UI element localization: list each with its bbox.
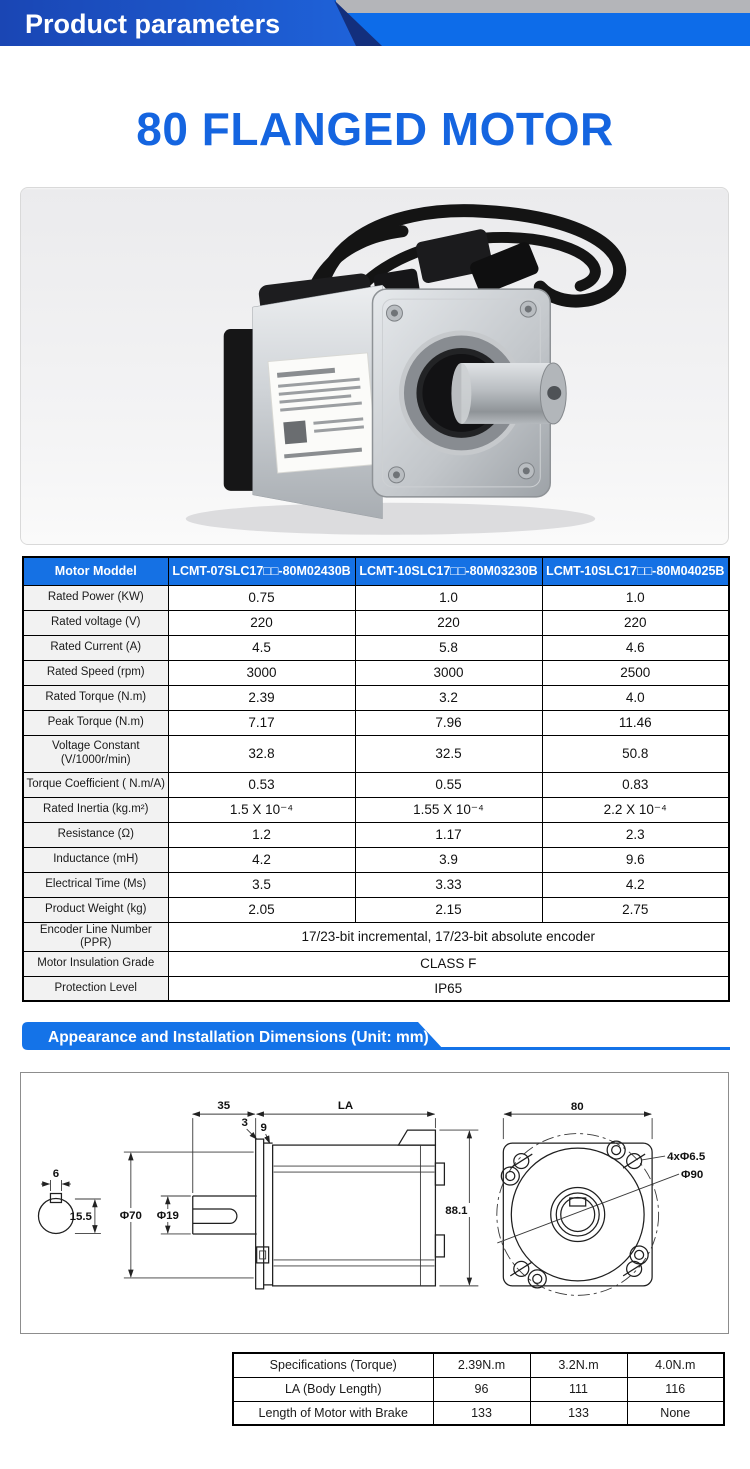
section-title: Appearance and Installation Dimensions (Unit: mm) [48, 1029, 429, 1046]
length-header-torque-2: 3.2N.m [530, 1353, 627, 1377]
table-row [23, 822, 729, 847]
spec-value: 2.2 X 10⁻⁴ [542, 797, 729, 822]
spec-value: 3000 [168, 660, 355, 685]
length-header-torque-3: 4.0N.m [627, 1353, 724, 1377]
table-row [233, 1401, 724, 1425]
table-row [23, 585, 729, 610]
spec-value: 4.0 [542, 685, 729, 710]
spec-value: 0.55 [355, 772, 542, 797]
spec-value: 2500 [542, 660, 729, 685]
spec-label: Rated Torque (N.m) [23, 685, 168, 710]
product-photo [21, 188, 729, 545]
spec-label: Rated Current (A) [23, 635, 168, 660]
length-value: 96 [433, 1377, 530, 1401]
shaft-cylinder [461, 363, 553, 424]
spec-label: Rated Power (KW) [23, 585, 168, 610]
dim-body-length: LA [337, 1100, 354, 1113]
spec-value: 3.2 [355, 685, 542, 710]
spec-value: 1.17 [355, 822, 542, 847]
dim-shaft-length: 35 [217, 1100, 231, 1113]
table-row [23, 685, 729, 710]
table-row [23, 772, 729, 797]
spec-value: 1.55 X 10⁻⁴ [355, 797, 542, 822]
dimension-drawing [21, 1073, 728, 1333]
spec-merged-value: 17/23-bit incremental, 17/23-bit absolute encoder [168, 922, 729, 951]
spec-label: Resistance (Ω) [23, 822, 168, 847]
length-header-label: Specifications (Torque) [233, 1353, 433, 1377]
spec-value: 4.2 [168, 847, 355, 872]
table-row [233, 1377, 724, 1401]
motor-front-view [497, 1101, 706, 1295]
spec-label: Electrical Time (Ms) [23, 872, 168, 897]
length-value: None [627, 1401, 724, 1425]
banner-title: Product parameters [25, 9, 281, 39]
spec-header-model-3: LCMT-10SLC17□□-80M04025B [542, 557, 729, 585]
spec-value: 3.9 [355, 847, 542, 872]
spec-value: 32.5 [355, 735, 542, 772]
spec-label: Inductance (mH) [23, 847, 168, 872]
table-row [23, 710, 729, 735]
spec-value: 50.8 [542, 735, 729, 772]
table-row [23, 660, 729, 685]
dim-bolt-circle: Φ90 [681, 1169, 704, 1182]
spec-value: 4.2 [542, 872, 729, 897]
dimension-drawing-frame [20, 1072, 729, 1334]
spec-value: 5.8 [355, 635, 542, 660]
table-row [23, 847, 729, 872]
spec-value: 220 [168, 610, 355, 635]
spec-label: Voltage Constant (V/1000r/min) [23, 735, 168, 772]
dim-step: 9 [260, 1122, 267, 1135]
spec-label: Product Weight (kg) [23, 897, 168, 922]
spec-table [22, 556, 730, 1002]
table-row [23, 922, 729, 951]
dim-section-height: 15.5 [69, 1210, 92, 1223]
table-row [23, 735, 729, 772]
length-value: 116 [627, 1377, 724, 1401]
spec-value: 1.5 X 10⁻⁴ [168, 797, 355, 822]
section-banner-underline [440, 1047, 730, 1050]
spec-value: 9.6 [542, 847, 729, 872]
dim-square: 80 [570, 1101, 584, 1114]
spec-value: 2.75 [542, 897, 729, 922]
spec-label: Peak Torque (N.m) [23, 710, 168, 735]
length-label: LA (Body Length) [233, 1377, 433, 1401]
spec-value: 2.39 [168, 685, 355, 710]
spec-header-model-2: LCMT-10SLC17□□-80M03230B [355, 557, 542, 585]
spec-value: 32.8 [168, 735, 355, 772]
table-row [23, 897, 729, 922]
flange-cap-screws [501, 1141, 648, 1288]
product-photo-frame [20, 187, 729, 545]
spec-value: 220 [355, 610, 542, 635]
spec-value: 4.6 [542, 635, 729, 660]
dim-key-width: 6 [52, 1168, 60, 1181]
length-header-torque-1: 2.39N.m [433, 1353, 530, 1377]
shaft-root [451, 363, 471, 424]
spec-label: Torque Coefficient ( N.m/A) [23, 772, 168, 797]
spec-value: 7.96 [355, 710, 542, 735]
spec-value: 11.46 [542, 710, 729, 735]
motor-shadow [186, 503, 595, 535]
spec-value: 7.17 [168, 710, 355, 735]
length-table [232, 1352, 725, 1426]
spec-value: 3.5 [168, 872, 355, 897]
table-row [23, 872, 729, 897]
mounting-holes [510, 1154, 645, 1277]
spec-value: 0.83 [542, 772, 729, 797]
page-title: 80 FLANGED MOTOR [136, 103, 614, 155]
dim-spigot-diameter: Φ70 [119, 1209, 142, 1222]
top-ribbon-banner [0, 0, 750, 46]
length-header-row [233, 1353, 724, 1377]
nameplate-label [268, 353, 377, 473]
spec-label: Protection Level [23, 976, 168, 1001]
dim-shaft-diameter: Φ19 [156, 1209, 179, 1222]
spec-value: 2.15 [355, 897, 542, 922]
spec-label: Rated Inertia (kg.m²) [23, 797, 168, 822]
shaft-section-view [38, 1168, 100, 1233]
dim-total-height: 88.1 [445, 1204, 468, 1217]
spec-value: 1.0 [355, 585, 542, 610]
spec-value: 220 [542, 610, 729, 635]
spec-value: 1.2 [168, 822, 355, 847]
banner-gray-corner [336, 0, 750, 13]
table-row [23, 610, 729, 635]
spec-label: Rated voltage (V) [23, 610, 168, 635]
spec-value: 3000 [355, 660, 542, 685]
spec-value: 2.05 [168, 897, 355, 922]
shaft-tapped-hole [547, 386, 561, 400]
length-value: 111 [530, 1377, 627, 1401]
spec-label: Encoder Line Number (PPR) [23, 922, 168, 951]
spec-merged-value: IP65 [168, 976, 729, 1001]
motor-side-view [113, 1100, 478, 1289]
spec-label: Rated Speed (rpm) [23, 660, 168, 685]
dim-flange-thickness: 3 [241, 1117, 248, 1130]
spec-value: 0.75 [168, 585, 355, 610]
spec-value: 0.53 [168, 772, 355, 797]
table-row [23, 797, 729, 822]
length-value: 133 [530, 1401, 627, 1425]
spec-header-model-1: LCMT-07SLC17□□-80M02430B [168, 557, 355, 585]
spec-label: Motor Insulation Grade [23, 951, 168, 976]
spec-header-row [23, 557, 729, 585]
spec-value: 3.33 [355, 872, 542, 897]
dim-mount-holes: 4xΦ6.5 [667, 1151, 706, 1164]
table-row [23, 976, 729, 1001]
spec-merged-value: CLASS F [168, 951, 729, 976]
dimensions-section-banner [20, 1020, 730, 1053]
length-label: Length of Motor with Brake [233, 1401, 433, 1425]
table-row [23, 951, 729, 976]
spec-value: 4.5 [168, 635, 355, 660]
spec-header-label: Motor Moddel [23, 557, 168, 585]
length-value: 133 [433, 1401, 530, 1425]
spec-value: 2.3 [542, 822, 729, 847]
spec-value: 1.0 [542, 585, 729, 610]
table-row [23, 635, 729, 660]
